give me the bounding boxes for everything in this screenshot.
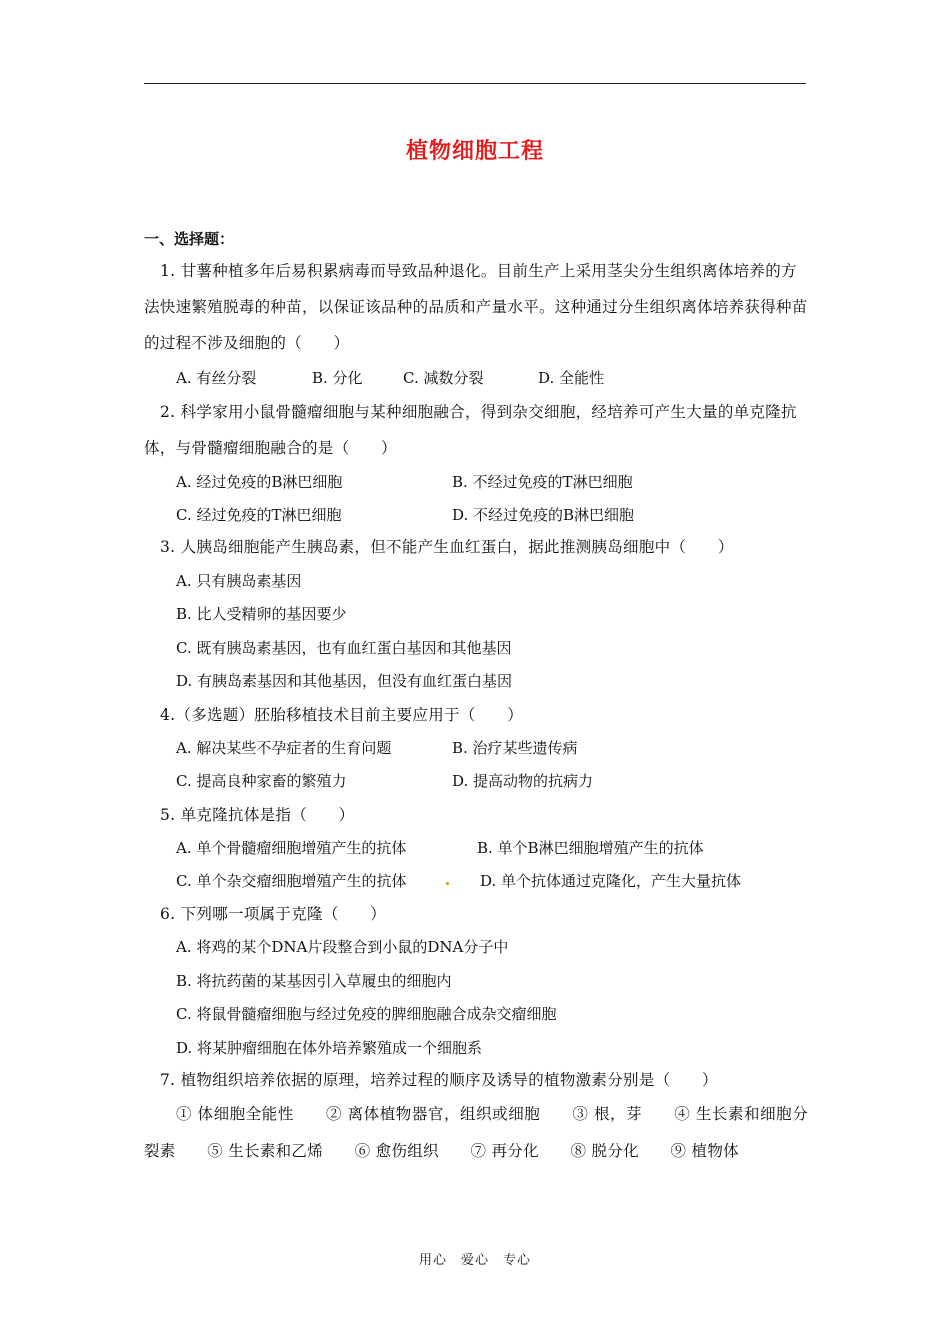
section-heading: 一、选择题： [144, 230, 235, 248]
question-1-stem: 1. 甘薯种植多年后易积累病毒而导致品种退化。目前生产上采用茎尖分生组织离体培养的方法快速繁殖脱毒的种苗，以保证该品种的品质和产量水平。这种通过分生组织离体培养获得种苗的过程不涉及细胞的（ ） [144, 262, 808, 352]
q3-option-a: A. 只有胰岛素基因 [176, 572, 302, 590]
header-rule [144, 83, 806, 84]
q6-option-c: C. 将鼠骨髓瘤细胞与经过免疫的脾细胞融合成杂交瘤细胞 [176, 1005, 557, 1023]
q2-option-d: D. 不经过免疫的B淋巴细胞 [452, 506, 635, 524]
q4-option-d: D. 提高动物的抗病力 [452, 772, 594, 790]
q1-option-a: A. 有丝分裂 [176, 369, 257, 387]
question-4-stem: 4.（多选题）胚胎移植技术目前主要应用于（ ） [160, 706, 523, 724]
q5-option-a: A. 单个骨髓瘤细胞增殖产生的抗体 [176, 839, 407, 857]
q3-option-c: C. 既有胰岛素基因，也有血红蛋白基因和其他基因 [176, 639, 512, 657]
q3-option-d: D. 有胰岛素基因和其他基因，但没有血红蛋白基因 [176, 672, 513, 690]
q2-option-b: B. 不经过免疫的T淋巴细胞 [452, 473, 633, 491]
q2-option-a: A. 经过免疫的B淋巴细胞 [176, 473, 343, 491]
q3-option-b: B. 比人受精卵的基因要少 [176, 605, 347, 623]
q1-option-b: B. 分化 [312, 369, 363, 387]
q6-option-a: A. 将鸡的某个DNA片段整合到小鼠的DNA分子中 [176, 938, 509, 956]
q1-option-d: D. 全能性 [538, 369, 605, 387]
q5-option-d: D. 单个抗体通过克隆化，产生大量抗体 [480, 872, 742, 890]
q4-option-a: A. 解决某些不孕症者的生育问题 [176, 739, 392, 757]
stray-dot [446, 882, 449, 885]
q2-option-c: C. 经过免疫的T淋巴细胞 [176, 506, 342, 524]
q1-option-c: C. 减数分裂 [403, 369, 484, 387]
q5-option-b: B. 单个B淋巴细胞增殖产生的抗体 [477, 839, 704, 857]
question-3-stem: 3. 人胰岛细胞能产生胰岛素，但不能产生血红蛋白，据此推测胰岛细胞中（ ） [160, 538, 734, 556]
q5-option-c: C. 单个杂交瘤细胞增殖产生的抗体 [176, 872, 407, 890]
question-6-stem: 6. 下列哪一项属于克隆（ ） [160, 905, 387, 923]
q4-option-b: B. 治疗某些遗传病 [452, 739, 578, 757]
q6-option-b: B. 将抗药菌的某基因引入草履虫的细胞内 [176, 972, 452, 990]
page-title: 植物细胞工程 [405, 139, 544, 164]
q4-option-c: C. 提高良种家畜的繁殖力 [176, 772, 347, 790]
question-2-stem: 2. 科学家用小鼠骨髓瘤细胞与某种细胞融合，得到杂交细胞，经培养可产生大量的单克隆抗体，与骨髓瘤细胞融合的是（ ） [144, 403, 797, 457]
page-footer: 用心 爱心 专心 [418, 1253, 531, 1268]
q6-option-d: D. 将某肿瘤细胞在体外培养繁殖成一个细胞系 [176, 1039, 483, 1057]
question-7-items: ① 体细胞全能性 ② 离体植物器官，组织或细胞 ③ 根，芽 ④ 生长素和细胞分裂素 ⑤ 生长素和乙烯 ⑥ 愈伤组织 ⑦ 再分化 ⑧ 脱分化 ⑨ 植物体 [144, 1105, 808, 1160]
question-7-stem: 7. 植物组织培养依据的原理，培养过程的顺序及诱导的植物激素分别是（ ） [160, 1071, 718, 1089]
question-5-stem: 5. 单克隆抗体是指（ ） [160, 806, 355, 824]
